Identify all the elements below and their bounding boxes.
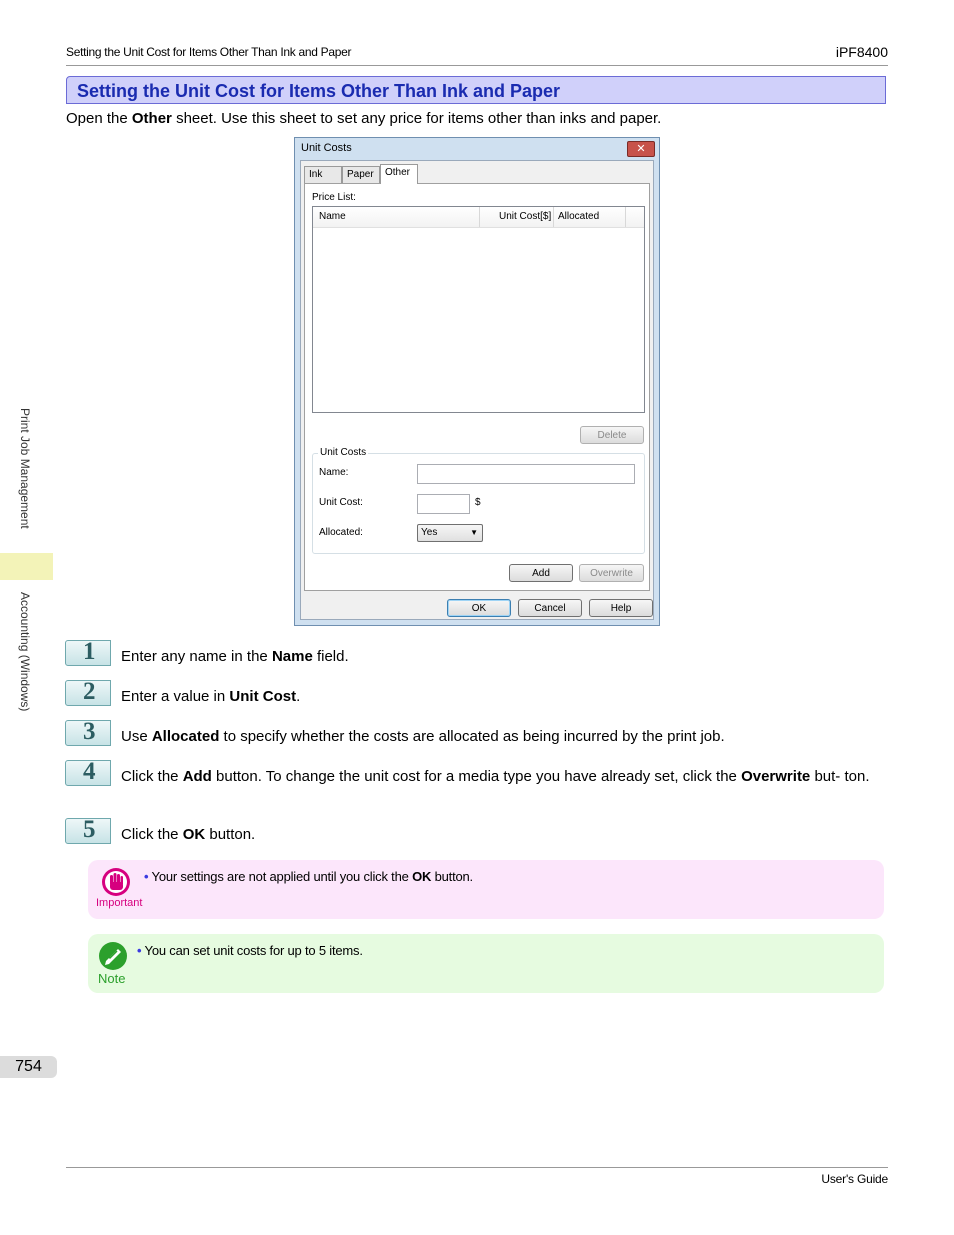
important-callout bbox=[88, 860, 884, 919]
help-button[interactable]: Help bbox=[589, 599, 653, 617]
cancel-button[interactable]: Cancel bbox=[518, 599, 582, 617]
name-label: Name: bbox=[319, 467, 349, 478]
footer-rule bbox=[66, 1167, 888, 1168]
allocated-dropdown[interactable] bbox=[417, 524, 483, 542]
step-number-badge: 1 bbox=[65, 640, 111, 666]
tab-other[interactable]: Other bbox=[380, 164, 418, 184]
currency-label: $ bbox=[475, 497, 481, 508]
footer-guide-title: User's Guide bbox=[821, 1172, 888, 1186]
note-text: • You can set unit costs for up to 5 items. bbox=[137, 943, 363, 958]
note-label: Note bbox=[98, 971, 126, 986]
allocated-value: Yes bbox=[421, 527, 438, 538]
price-list[interactable] bbox=[312, 206, 645, 413]
add-button[interactable]: Add bbox=[509, 564, 573, 582]
important-text: • Your settings are not applied until you click the OK button. bbox=[144, 869, 473, 884]
price-list-label: Price List: bbox=[312, 192, 356, 203]
dialog-body bbox=[300, 160, 654, 620]
side-tab-accounting: Accounting (Windows) bbox=[18, 592, 32, 712]
page-number: 754 bbox=[0, 1056, 57, 1078]
column-separator bbox=[553, 207, 554, 227]
section-heading bbox=[66, 76, 886, 104]
running-header-section: Setting the Unit Cost for Items Other Than Ink and Paper bbox=[66, 45, 352, 59]
step-1-text: Enter any name in the Name field. bbox=[121, 648, 349, 665]
header-rule bbox=[66, 65, 888, 66]
step-2-text: Enter a value in Unit Cost. bbox=[121, 688, 301, 705]
column-allocated[interactable]: Allocated bbox=[558, 211, 600, 222]
running-header-model: iPF8400 bbox=[835, 44, 888, 60]
unit-cost-field[interactable] bbox=[417, 494, 470, 514]
tab-paper[interactable]: Paper bbox=[342, 166, 380, 184]
unit-costs-dialog bbox=[294, 137, 660, 626]
hand-stop-icon bbox=[101, 867, 131, 897]
other-tab-panel bbox=[304, 183, 650, 591]
overwrite-button[interactable]: Overwrite bbox=[579, 564, 644, 582]
unit-cost-label: Unit Cost: bbox=[319, 497, 363, 508]
step-4-text: Click the Add button. To change the unit cost for a media type you have already set, click the Overwrite but- ton. bbox=[121, 768, 870, 785]
delete-button[interactable]: Delete bbox=[580, 426, 644, 444]
column-unit-cost[interactable]: Unit Cost[$] bbox=[499, 211, 552, 222]
side-tab-print-job-management: Print Job Management bbox=[18, 408, 32, 529]
step-number-badge: 2 bbox=[65, 680, 111, 706]
note-callout bbox=[88, 934, 884, 993]
unit-costs-group-label: Unit Costs bbox=[320, 447, 367, 458]
column-separator bbox=[479, 207, 480, 227]
step-3-text: Use Allocated to specify whether the costs are allocated as being incurred by the print job. bbox=[121, 728, 725, 745]
section-heading-text: Setting the Unit Cost for Items Other Than Ink and Paper bbox=[77, 81, 561, 101]
price-list-header bbox=[313, 207, 644, 228]
pencil-check-icon bbox=[98, 941, 128, 971]
ok-button[interactable]: OK bbox=[447, 599, 511, 617]
step-number-badge: 5 bbox=[65, 818, 111, 844]
step-5-text: Click the OK button. bbox=[121, 826, 256, 843]
important-label: Important bbox=[96, 897, 143, 909]
close-icon[interactable]: ✕ bbox=[627, 141, 655, 157]
intro-paragraph: Open the Other sheet. Use this sheet to set any price for items other than inks and paper. bbox=[66, 110, 662, 127]
name-field[interactable] bbox=[417, 464, 635, 484]
chevron-down-icon: ▼ bbox=[470, 528, 478, 537]
tab-ink[interactable]: Ink bbox=[304, 166, 342, 184]
dialog-title: Unit Costs bbox=[301, 142, 352, 154]
allocated-label: Allocated: bbox=[319, 527, 363, 538]
step-number-badge: 4 bbox=[65, 760, 111, 786]
side-tab-highlight bbox=[0, 553, 53, 580]
column-separator bbox=[625, 207, 626, 227]
column-name[interactable]: Name bbox=[319, 211, 346, 222]
step-number-badge: 3 bbox=[65, 720, 111, 746]
